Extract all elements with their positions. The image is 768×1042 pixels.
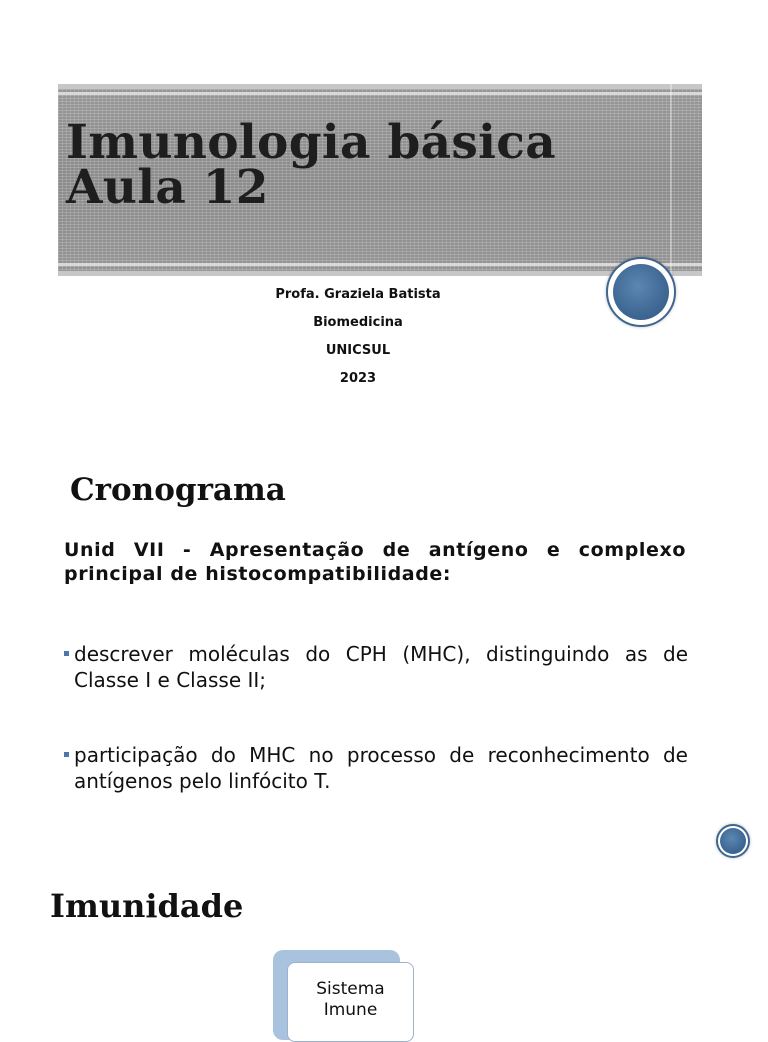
- institution-name: UNICSUL: [325, 343, 391, 358]
- banner-bottom-stripe: [58, 271, 702, 276]
- bullet-item: participação do MHC no processo de reconhecimento de antígenos pelo linfócito T.: [62, 742, 688, 794]
- banner-top-stripe-thin: [58, 92, 702, 95]
- decorative-circle-icon-small: [720, 828, 746, 854]
- slide-title-line2: Aula 12: [66, 160, 269, 215]
- unit-description: Unid VII - Apresentação de antígeno e complexo principal de histocompatibilidade:: [64, 539, 686, 585]
- slide-title-line1: Imunologia básica: [66, 115, 556, 170]
- imunidade-heading: Imunidade: [50, 887, 244, 925]
- author-name: Profa. Graziela Batista: [275, 287, 441, 302]
- bullet-item: descrever moléculas do CPH (MHC), distinguindo as de Classe I e Classe II;: [62, 641, 688, 693]
- banner-texture-line: [670, 84, 672, 276]
- sistema-imune-node: [287, 962, 414, 1042]
- node-label-line2: Imune: [323, 1000, 378, 1020]
- slide-title: [66, 115, 556, 215]
- banner-bottom-stripe-thin: [58, 263, 702, 266]
- cronograma-heading: Cronograma: [70, 472, 286, 508]
- banner-top-stripe: [58, 84, 702, 89]
- node-label-line1: Sistema: [316, 979, 385, 999]
- course-name: Biomedicina: [313, 315, 403, 330]
- year-label: 2023: [339, 371, 377, 386]
- title-banner: [58, 84, 702, 276]
- decorative-circle-icon: [613, 264, 669, 320]
